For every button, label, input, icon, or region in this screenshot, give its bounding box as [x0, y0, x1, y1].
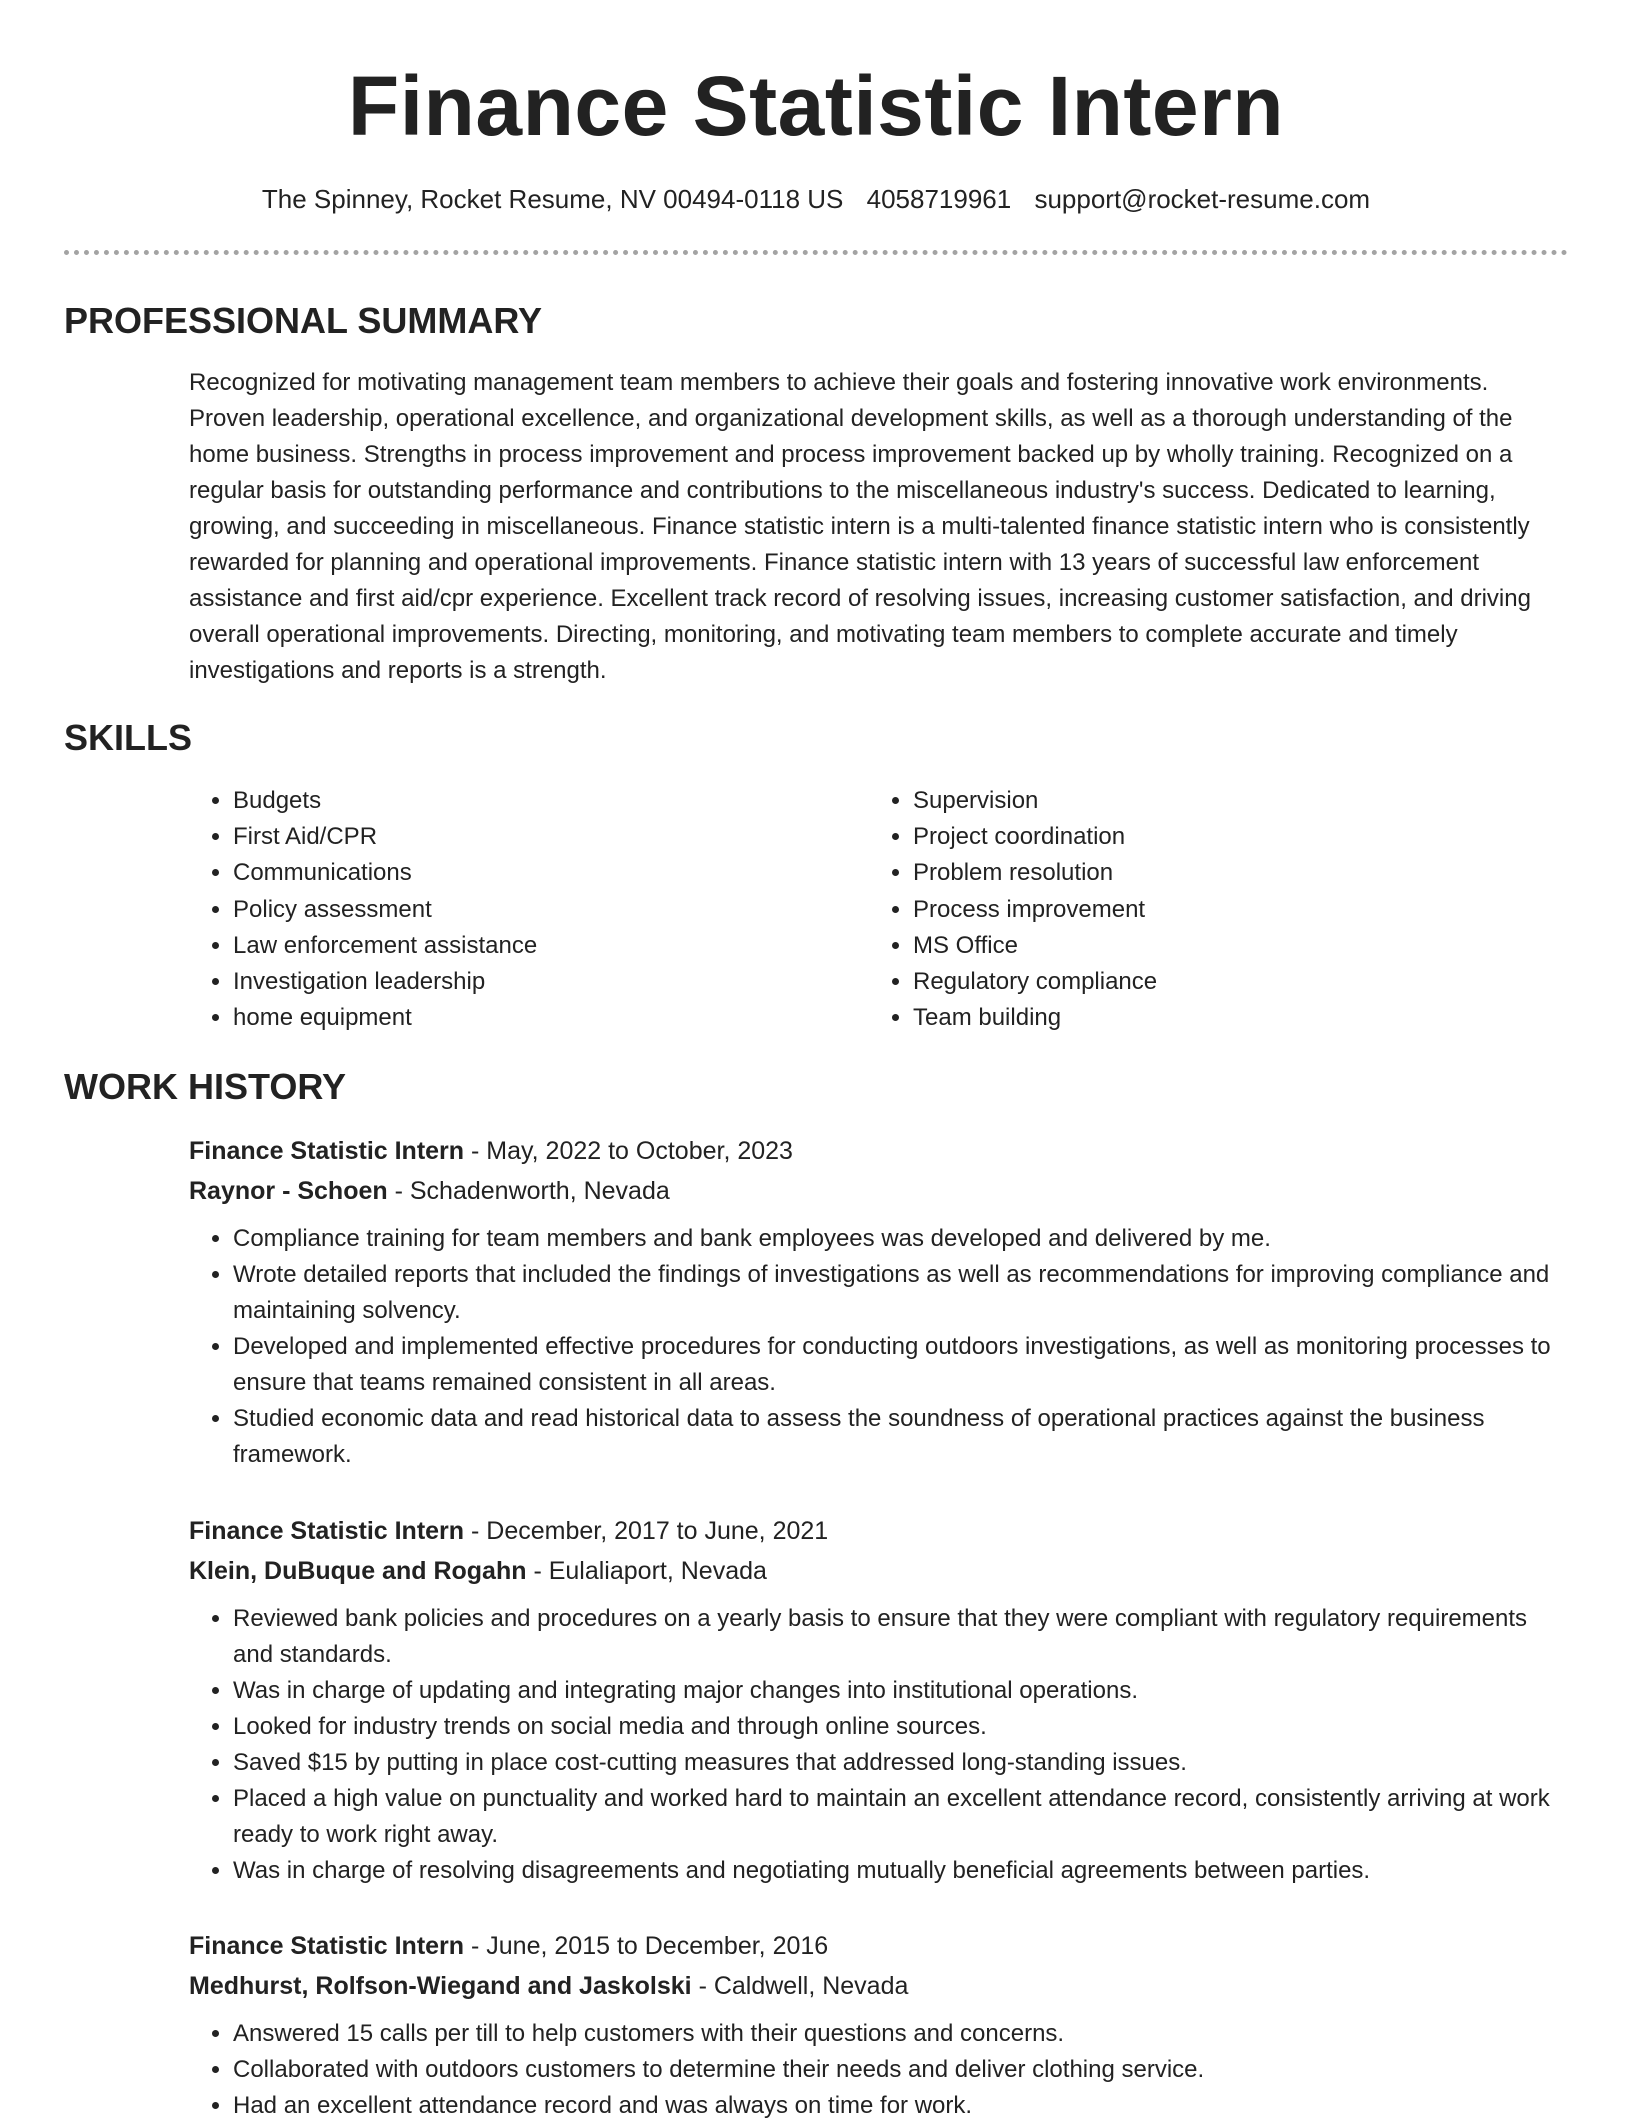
job-company-line — [189, 1171, 1569, 1211]
job-role: Finance Statistic Intern — [189, 1932, 465, 1960]
section-title-skills: SKILLS — [64, 717, 193, 758]
contact-email: support@rocket-resume.com — [1034, 184, 1371, 214]
job-dates: - June, 2015 to December, 2016 — [464, 1932, 829, 1960]
job-location: - Eulaliaport, Nevada — [526, 1557, 767, 1585]
section-title-summary: PROFESSIONAL SUMMARY — [64, 300, 543, 341]
job-role: Finance Statistic Intern — [189, 1137, 465, 1165]
skill-item: • Communications — [233, 855, 537, 891]
candidate-name: Finance Statistic Intern — [347, 59, 1285, 153]
contact-line — [0, 182, 1632, 216]
contact-address: The Spinney, Rocket Resume, NV 00494-0118 US — [261, 184, 844, 214]
job-bullet: • Looked for industry trends on social media and through online sources. — [233, 1709, 1569, 1745]
job-entry — [189, 1511, 1569, 1889]
job-bullet: • Wrote detailed reports that included the findings of investigations as well as recommendations for improving compliance and maintaining solvency. — [233, 1257, 1569, 1329]
job-bullet: • Was in charge of resolving disagreements and negotiating mutually beneficial agreements between parties. — [233, 1853, 1569, 1889]
job-title-line — [189, 1926, 1569, 1966]
job-bullets — [189, 1221, 1569, 1473]
job-location: - Schadenworth, Nevada — [387, 1177, 670, 1205]
job-company-line — [189, 1966, 1569, 2006]
summary-text: Recognized for motivating management team members to achieve their goals and fostering innovative work environments. Proven leadership, operational excellence, and organizational development skills, as well as a thorough understanding of the home business. Strengths in process improvement and process improvement backed up by wholly training. Recognized on a regular basis for outstanding performance and contributions to the miscellaneous industry's success. Dedicated to learning, growing, and succeeding in miscellaneous. Finance statistic intern is a multi-talented finance statistic intern who is consistently rewarded for planning and operational improvements. Finance statistic intern with 13 years of successful law enforcement assistance and first aid/cpr experience. Excellent track record of resolving issues, increasing customer satisfaction, and driving overall operational improvements. Directing, monitoring, and motivating team members to complete accurate and timely investigations and reports is a strength. — [189, 369, 1531, 684]
job-bullet: • Answered 15 calls per till to help customers with their questions and concerns. — [233, 2016, 1569, 2052]
job-company: Raynor - Schoen — [189, 1177, 388, 1205]
job-title-line — [189, 1511, 1569, 1551]
job-bullet: • Was in charge of updating and integrating major changes into institutional operations. — [233, 1673, 1569, 1709]
skill-item: • home equipment — [233, 1000, 537, 1036]
job-bullet: • Compliance training for team members and bank employees was developed and delivered by me. — [233, 1221, 1569, 1257]
job-bullet: • Collaborated with outdoors customers to determine their needs and deliver clothing service. — [233, 2052, 1569, 2088]
skill-item: • Problem resolution — [913, 855, 1157, 891]
skill-item: • Investigation leadership — [233, 964, 537, 1000]
job-entry — [189, 1926, 1569, 2124]
skills-list-right — [869, 783, 1157, 1036]
skill-item: • Law enforcement assistance — [233, 928, 537, 964]
job-bullet: • Placed a high value on punctuality and worked hard to maintain an excellent attendance record, consistently arriving at work ready to work right away. — [233, 1781, 1569, 1853]
job-bullets — [189, 1601, 1569, 1889]
job-bullet: • Studied economic data and read historical data to assess the soundness of operational practices against the business framework. — [233, 1401, 1569, 1473]
skill-item: • Policy assessment — [233, 892, 537, 928]
job-company: Medhurst, Rolfson-Wiegand and Jaskolski — [189, 1972, 692, 2000]
header-divider — [64, 250, 1568, 255]
job-bullet: • Had an excellent attendance record and was always on time for work. — [233, 2088, 1569, 2124]
section-title-work-history: WORK HISTORY — [64, 1066, 347, 1107]
job-bullet: • Reviewed bank policies and procedures on a yearly basis to ensure that they were compliant with regulatory requirements and standards. — [233, 1601, 1569, 1673]
job-role: Finance Statistic Intern — [189, 1517, 465, 1545]
skill-item: • Project coordination — [913, 819, 1157, 855]
skill-item: • Process improvement — [913, 892, 1157, 928]
skills-list-left — [189, 783, 537, 1036]
job-bullets — [189, 2016, 1569, 2124]
job-dates: - May, 2022 to October, 2023 — [464, 1137, 793, 1165]
job-location: - Caldwell, Nevada — [691, 1972, 909, 2000]
skill-item: • Team building — [913, 1000, 1157, 1036]
job-bullet: • Developed and implemented effective procedures for conducting outdoors investigations, as well as monitoring processes to ensure that teams remained consistent in all areas. — [233, 1329, 1569, 1401]
job-title-line — [189, 1131, 1569, 1171]
skill-item: • First Aid/CPR — [233, 819, 537, 855]
job-bullet: • Saved $15 by putting in place cost-cutting measures that addressed long-standing issues. — [233, 1745, 1569, 1781]
job-company-line — [189, 1551, 1569, 1591]
skill-item: • Regulatory compliance — [913, 964, 1157, 1000]
skill-item: • MS Office — [913, 928, 1157, 964]
job-company: Klein, DuBuque and Rogahn — [189, 1557, 527, 1585]
skill-item: • Supervision — [913, 783, 1157, 819]
contact-phone: 4058719961 — [866, 184, 1012, 214]
job-dates: - December, 2017 to June, 2021 — [464, 1517, 829, 1545]
job-entry — [189, 1131, 1569, 1473]
skill-item: • Budgets — [233, 783, 537, 819]
